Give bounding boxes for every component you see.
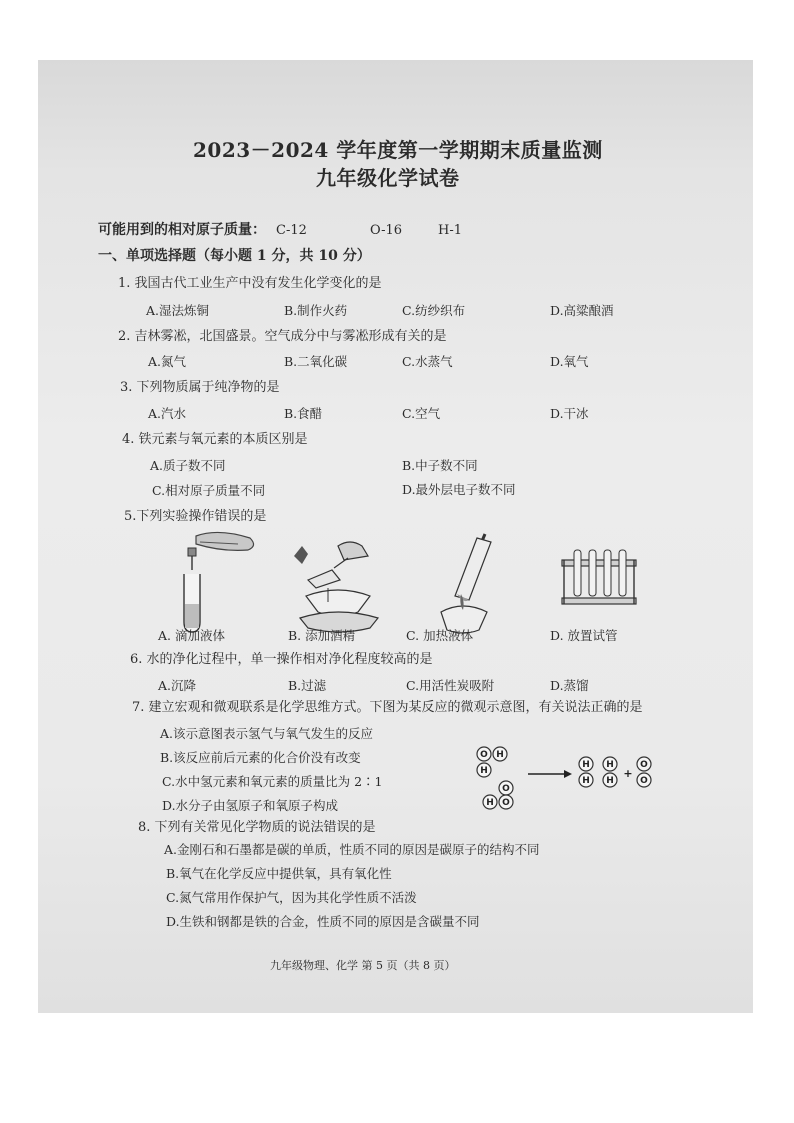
atom-label: H: [582, 776, 590, 786]
option-b: B.制作火药: [284, 303, 348, 318]
option-d: D.生铁和钢都是铁的合金，性质不同的原因是含碳量不同: [166, 914, 480, 929]
option-a: A.质子数不同: [150, 458, 226, 473]
option-c: C.水蒸气: [402, 354, 453, 369]
question-stem: 7. 建立宏观和微观联系是化学思维方式。下图为某反应的微观示意图，有关说法正确的是: [132, 700, 643, 715]
atom-label: O: [640, 760, 648, 770]
atom-label: O: [502, 784, 510, 794]
option-b: B. 添加酒精: [288, 628, 356, 643]
option-c: C.氮气常用作保护气，因为其化学性质不活泼: [166, 890, 417, 905]
question-stem: 1. 我国古代工业生产中没有发生化学变化的是: [118, 276, 382, 291]
option-a: A.沉降: [158, 678, 197, 693]
atomic-mass-c: C-12: [276, 223, 307, 238]
option-a: A. 滴加液体: [158, 628, 225, 643]
atomic-mass-h: H-1: [438, 223, 463, 238]
atomic-mass-o: O-16: [370, 223, 403, 238]
section-heading: 一、单项选择题（每小题 1 分，共 10 分）: [98, 248, 371, 264]
alcohol-lamp-illustration: [288, 536, 388, 636]
exam-subtitle: 九年级化学试卷: [316, 166, 460, 190]
option-c: C.相对原子质量不同: [152, 483, 266, 498]
question-stem: 6. 水的净化过程中，单一操作相对净化程度较高的是: [130, 652, 433, 667]
option-b: B.食醋: [284, 406, 323, 421]
atom-label: H: [582, 760, 590, 770]
option-c: C.纺纱织布: [402, 303, 466, 318]
heating-liquid-illustration: [433, 530, 503, 640]
atom-label: H: [606, 776, 614, 786]
atom-label: O: [640, 776, 648, 786]
reaction-diagram: [474, 736, 664, 816]
option-b: B.氧气在化学反应中提供氧，具有氧化性: [166, 866, 392, 881]
option-a: A.金刚石和石墨都是碳的单质，性质不同的原因是碳原子的结构不同: [164, 842, 540, 857]
option-d: D.高粱酿酒: [550, 303, 614, 318]
option-c: C. 加热液体: [406, 628, 474, 643]
option-b: B.中子数不同: [402, 458, 478, 473]
option-d: D.干冰: [550, 406, 589, 421]
option-a: A.汽水: [148, 406, 187, 421]
question-stem: 3. 下列物质属于纯净物的是: [120, 380, 280, 395]
atom-label: O: [480, 750, 488, 760]
atom-label: H: [606, 760, 614, 770]
option-b: B.二氧化碳: [284, 354, 348, 369]
question-stem: 4. 铁元素与氧元素的本质区别是: [122, 432, 308, 447]
option-d: D. 放置试管: [550, 628, 618, 643]
option-d: D.蒸馏: [550, 678, 589, 693]
option-b: B.过滤: [288, 678, 327, 693]
option-d: D.水分子由氢原子和氧原子构成: [162, 798, 339, 813]
option-a: A.氮气: [148, 354, 187, 369]
option-d: D.最外层电子数不同: [402, 482, 516, 497]
option-c: C.用活性炭吸附: [406, 678, 495, 693]
option-a: A.该示意图表示氢气与氧气发生的反应: [160, 726, 374, 741]
question-stem: 8. 下列有关常见化学物质的说法错误的是: [138, 820, 376, 835]
option-c: C.空气: [402, 406, 441, 421]
exam-title: 2023－2024 学年度第一学期期末质量监测: [193, 138, 603, 162]
question-stem: 2. 吉林雾凇，北国盛景。空气成分中与雾凇形成有关的是: [118, 329, 447, 344]
atom-label: H: [486, 798, 494, 808]
option-c: C.水中氢元素和氧元素的质量比为 2∶1: [162, 774, 383, 789]
question-stem: 5.下列实验操作错误的是: [124, 509, 267, 524]
page-footer: 九年级物理、化学 第 5 页（共 8 页）: [270, 959, 456, 972]
atom-label: H: [480, 766, 488, 776]
option-b: B.该反应前后元素的化合价没有改变: [160, 750, 361, 765]
atomic-mass-label: 可能用到的相对原子质量：: [98, 222, 266, 238]
exam-page: [38, 60, 753, 1013]
option-d: D.氧气: [550, 354, 589, 369]
plus-sign: +: [623, 767, 633, 780]
option-a: A.湿法炼铜: [146, 303, 210, 318]
atom-label: H: [496, 750, 504, 760]
dropper-tube-illustration: [178, 530, 258, 640]
atom-label: O: [502, 798, 510, 808]
test-tube-rack-illustration: [558, 546, 640, 608]
